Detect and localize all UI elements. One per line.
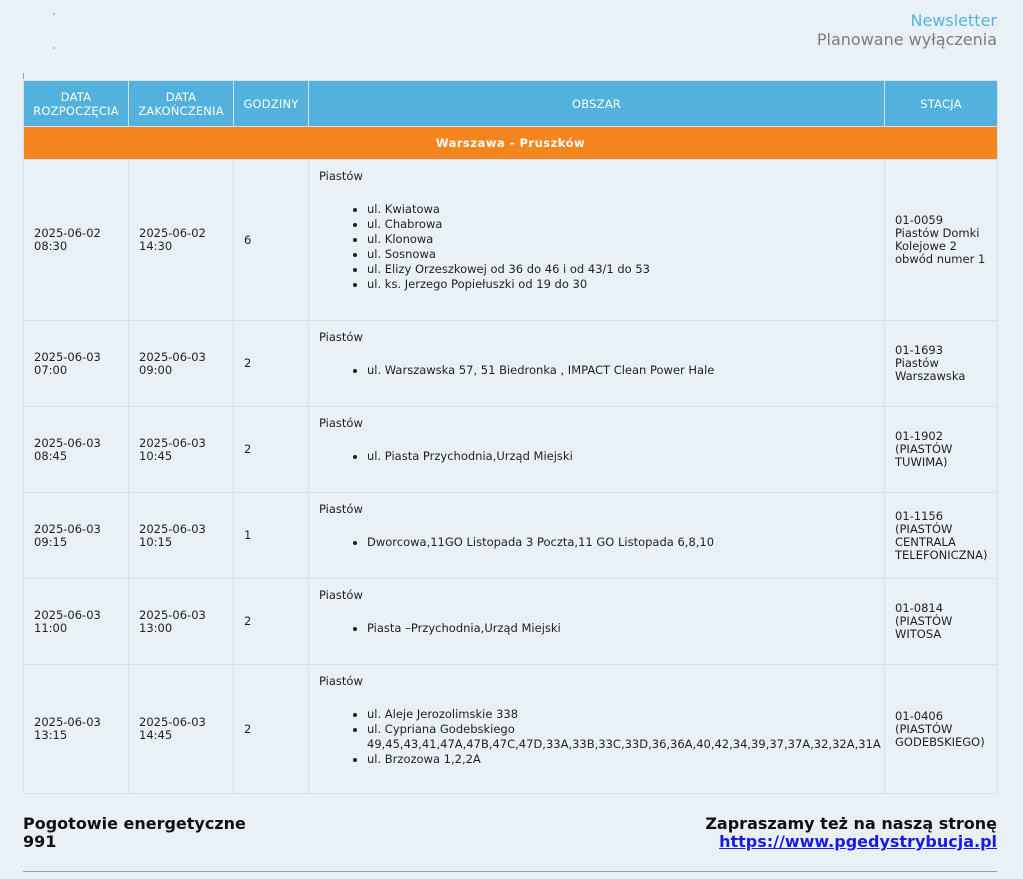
station-cell	[885, 321, 998, 407]
hours-cell	[234, 407, 309, 493]
station-cell-line: (PIASTÓW	[895, 442, 953, 456]
hours-cell	[234, 665, 309, 794]
station-cell-line: CENTRALA	[895, 534, 956, 549]
end-cell-line: 2025-06-03	[139, 521, 206, 536]
column-header-hours: GODZINY	[234, 81, 309, 127]
end-cell	[129, 493, 234, 579]
station-cell	[885, 160, 998, 321]
footer-divider	[23, 871, 997, 872]
start-cell	[24, 493, 129, 579]
hours-cell	[234, 160, 309, 321]
start-cell-line: 13:15	[34, 728, 68, 742]
station-cell-line: 01-1156	[895, 508, 944, 523]
station-cell	[885, 579, 998, 665]
start-cell	[24, 407, 129, 493]
column-header-end: DATA ZAKOŃCZENIA	[129, 81, 234, 127]
table-row	[24, 665, 998, 794]
station-cell-line: 01-0814	[895, 601, 944, 615]
start-cell-line: 2025-06-03	[34, 715, 101, 729]
start-cell-line: 2025-06-03	[34, 435, 101, 450]
station-cell-line: 01-1693	[895, 343, 944, 357]
street-item: • ul. Klonowa	[367, 232, 874, 247]
region-row	[24, 127, 998, 160]
street-list	[319, 621, 874, 636]
street-item: • ul. Brzozowa 1,2,2A	[367, 752, 874, 767]
street-item: • ul. Aleje Jerozolimskie 338	[367, 707, 874, 722]
street-item: • ul. Piasta Przychodnia,Urząd Miejski	[367, 449, 874, 464]
station-cell	[885, 407, 998, 493]
street-item: • ul. Sosnowa	[367, 247, 874, 262]
website-invite: Zapraszamy też na naszą stronę	[705, 814, 997, 833]
hours-cell-line: 2	[244, 721, 252, 736]
station-cell-line: (PIASTÓW	[895, 614, 953, 628]
station-cell-line: Kolejowe 2	[895, 239, 957, 253]
start-cell-line: 07:00	[34, 362, 68, 377]
end-cell-line: 14:45	[139, 728, 173, 742]
start-cell-line: 11:00	[34, 620, 68, 635]
station-cell-line: (PIASTÓW	[895, 521, 953, 536]
station-cell-line: 01-0059	[895, 213, 944, 227]
area-cell	[309, 493, 885, 579]
newsletter-title: Newsletter	[910, 11, 997, 30]
start-cell	[24, 321, 129, 407]
outages-table	[23, 80, 998, 794]
hours-cell	[234, 321, 309, 407]
column-header-area: OBSZAR	[309, 81, 885, 127]
start-cell-line: 2025-06-03	[34, 349, 101, 364]
street-item: • Piasta –Przychodnia,Urząd Miejski	[367, 621, 874, 636]
street-item: • ul. Kwiatowa	[367, 202, 874, 217]
end-cell-line: 13:00	[139, 620, 173, 635]
hours-cell	[234, 579, 309, 665]
area-city: Piastów	[319, 169, 363, 183]
area-cell	[309, 579, 885, 665]
station-cell	[885, 665, 998, 794]
end-cell-line: 2025-06-03	[139, 435, 206, 450]
end-cell-line: 10:45	[139, 448, 173, 463]
area-city: Piastów	[319, 588, 363, 602]
start-cell-line: 09:15	[34, 534, 68, 549]
emergency-label: Pogotowie energetyczne	[23, 814, 246, 833]
area-city: Piastów	[319, 502, 363, 516]
website-link[interactable]: https://www.pgedystrybucja.pl	[719, 832, 997, 851]
end-cell-line: 2025-06-03	[139, 715, 206, 729]
end-cell-line: 2025-06-03	[139, 607, 206, 622]
area-cell	[309, 321, 885, 407]
station-cell-line: Piastów	[895, 356, 939, 370]
street-item: • ul. Chabrowa	[367, 217, 874, 232]
hours-cell-line: 6	[244, 232, 252, 247]
station-cell-line: WITOSA	[895, 627, 942, 641]
end-cell-line: 2025-06-03	[139, 349, 206, 364]
end-cell	[129, 160, 234, 321]
end-cell	[129, 321, 234, 407]
hours-cell-line: 2	[244, 614, 252, 628]
station-cell-line: TUWIMA)	[895, 455, 948, 469]
station-cell-line: 01-0406	[895, 708, 944, 723]
end-cell-line: 14:30	[139, 239, 173, 253]
station-cell-line: TELEFONICZNA)	[895, 547, 988, 562]
station-cell-line: Piastów Domki	[895, 226, 980, 240]
start-cell-line: 2025-06-03	[34, 521, 101, 536]
logo-fragment	[53, 47, 55, 49]
area-cell	[309, 665, 885, 794]
street-item: • ul. ks. Jerzego Popiełuszki od 19 do 30	[367, 277, 874, 292]
table-row	[24, 579, 998, 665]
start-cell-line: 2025-06-03	[34, 607, 101, 622]
table-row	[24, 493, 998, 579]
area-city: Piastów	[319, 330, 363, 344]
page-header	[817, 11, 997, 49]
website-info	[705, 815, 997, 851]
street-list	[319, 535, 874, 550]
emergency-info	[23, 815, 246, 851]
street-list	[319, 449, 874, 464]
station-cell-line: GODEBSKIEGO)	[895, 734, 985, 749]
end-cell	[129, 665, 234, 794]
end-cell-line: 2025-06-02	[139, 226, 206, 240]
hours-cell-line: 2	[244, 442, 252, 456]
end-cell-line: 09:00	[139, 362, 173, 377]
start-cell-line: 2025-06-02	[34, 226, 101, 240]
start-cell	[24, 160, 129, 321]
divider	[23, 73, 24, 79]
station-cell-line: obwód numer 1	[895, 252, 986, 266]
area-cell	[309, 160, 885, 321]
street-list	[319, 363, 874, 378]
station-cell-line: 01-1902	[895, 429, 944, 443]
station-cell-line: (PIASTÓW	[895, 721, 953, 736]
street-list	[319, 202, 874, 292]
column-header-start: DATA ROZPOCZĘCIA	[24, 81, 129, 127]
station-cell-line: Warszawska	[895, 369, 966, 383]
end-cell	[129, 407, 234, 493]
start-cell-line: 08:45	[34, 448, 68, 463]
table-row	[24, 321, 998, 407]
street-item: • ul. Warszawska 57, 51 Biedronka , IMPACT Clean Power Hale	[367, 363, 874, 378]
region-label: Warszawa - Pruszków	[24, 127, 998, 160]
station-cell	[885, 493, 998, 579]
emergency-number: 991	[23, 832, 57, 851]
table-row	[24, 407, 998, 493]
page-subtitle: Planowane wyłączenia	[816, 30, 997, 49]
start-cell	[24, 579, 129, 665]
hours-cell-line: 1	[244, 528, 252, 542]
area-city: Piastów	[319, 416, 363, 430]
table-row	[24, 160, 998, 321]
table-header-row	[24, 81, 998, 127]
hours-cell	[234, 493, 309, 579]
logo-fragment	[53, 13, 55, 15]
street-item: • ul. Elizy Orzeszkowej od 36 do 46 i od 43/1 do 53	[367, 262, 874, 277]
start-cell	[24, 665, 129, 794]
end-cell	[129, 579, 234, 665]
start-cell-line: 08:30	[34, 239, 68, 253]
street-item: • ul. Cypriana Godebskiego 49,45,43,41,47A,47B,47C,47D,33A,33B,33C,33D,36,36A,40,42,34,39,37,37A,32,32A,31A	[367, 722, 874, 752]
end-cell-line: 10:15	[139, 534, 173, 549]
area-cell	[309, 407, 885, 493]
column-header-station: STACJA	[885, 81, 998, 127]
street-list	[319, 707, 881, 767]
hours-cell-line: 2	[244, 356, 252, 370]
street-item: • Dworcowa,11GO Listopada 3 Poczta,11 GO Listopada 6,8,10	[367, 535, 874, 550]
area-city: Piastów	[319, 674, 363, 688]
